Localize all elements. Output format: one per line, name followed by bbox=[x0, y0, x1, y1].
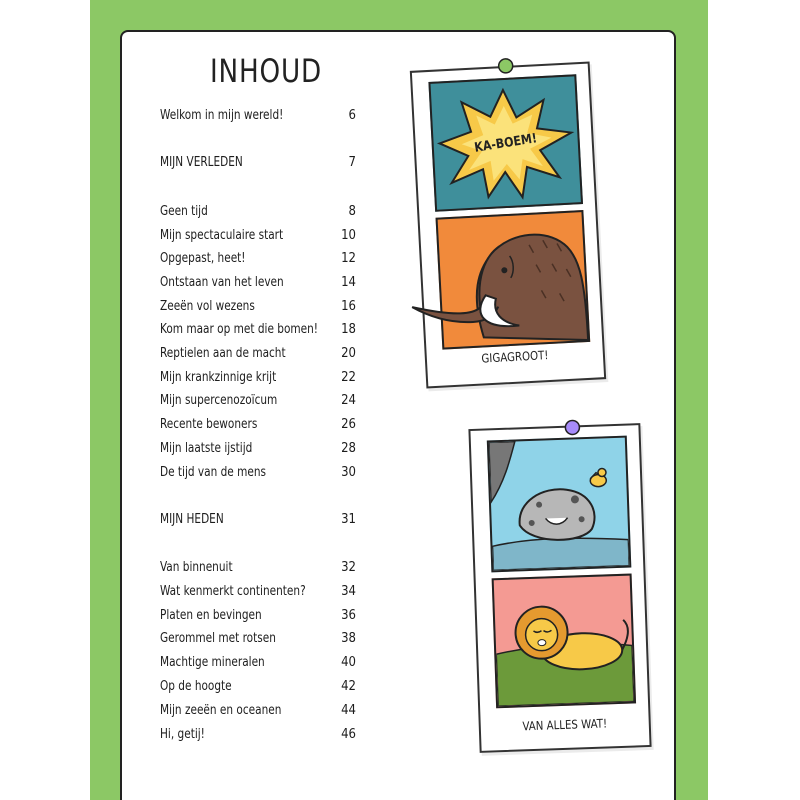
toc-entry-page: 34 bbox=[341, 583, 356, 599]
smiling-rock-illustration bbox=[489, 438, 629, 571]
toc-entry-label: De tijd van de mens bbox=[160, 464, 267, 480]
toc-entry[interactable] bbox=[160, 105, 356, 125]
explosion-panel bbox=[428, 74, 583, 212]
toc-entry[interactable] bbox=[160, 462, 356, 482]
toc-entry-label: Mijn spectaculaire start bbox=[160, 227, 284, 243]
lion-panel bbox=[492, 573, 636, 708]
toc-entry-label: Gerommel met rotsen bbox=[160, 630, 276, 646]
toc-entry-page: 20 bbox=[341, 345, 356, 361]
toc-entry-page: 36 bbox=[341, 607, 356, 623]
toc-entry-page: 10 bbox=[341, 227, 356, 243]
mammoth-illustration bbox=[438, 212, 589, 347]
toc-entry-page: 6 bbox=[348, 107, 356, 123]
toc-entry-label: MIJN HEDEN bbox=[160, 511, 224, 527]
toc-entry[interactable] bbox=[160, 414, 356, 434]
toc-entry-label: Mijn zeeën en oceanen bbox=[160, 702, 282, 718]
toc-entry-label: Kom maar op met die bomen! bbox=[160, 321, 319, 337]
toc-entry-page: 7 bbox=[348, 154, 356, 170]
toc-entry-page: 32 bbox=[341, 559, 356, 575]
toc-entry[interactable] bbox=[160, 319, 356, 339]
mammoth-panel bbox=[436, 210, 591, 350]
photo-caption: VAN ALLES WAT! bbox=[522, 716, 608, 734]
toc-entry[interactable] bbox=[160, 605, 356, 625]
toc-entry-label: Ontstaan van het leven bbox=[160, 274, 284, 290]
toc-entry[interactable] bbox=[160, 700, 356, 720]
sleeping-lion-illustration bbox=[494, 576, 634, 707]
toc-entry-page: 8 bbox=[348, 203, 356, 219]
toc-entry-label: Mijn laatste ijstijd bbox=[160, 440, 253, 456]
photo-strip-bottom bbox=[468, 423, 651, 753]
toc-entry-label: MIJN VERLEDEN bbox=[160, 154, 243, 170]
toc-entry-label: Platen en bevingen bbox=[160, 607, 262, 623]
toc-entry-label: Op de hoogte bbox=[160, 678, 232, 694]
toc-entry-page: 44 bbox=[341, 702, 356, 718]
toc-entry-page: 14 bbox=[341, 274, 356, 290]
toc-entry-label: Mijn supercenozoïcum bbox=[160, 392, 278, 408]
toc-entry[interactable] bbox=[160, 652, 356, 672]
toc-section-heading[interactable] bbox=[160, 152, 356, 172]
toc-entry-label: Recente bewoners bbox=[160, 416, 258, 432]
toc-entry-label: Zeeën vol wezens bbox=[160, 298, 255, 314]
toc-entry[interactable] bbox=[160, 438, 356, 458]
toc-entry-label: Reptielen aan de macht bbox=[160, 345, 286, 361]
toc-entry-label: Hi, getij! bbox=[160, 726, 205, 742]
photo-caption: GIGAGROOT! bbox=[481, 348, 549, 366]
toc-entry-page: 38 bbox=[341, 630, 356, 646]
toc-entry[interactable] bbox=[160, 367, 356, 387]
toc-entry-label: Van binnenuit bbox=[160, 559, 233, 575]
toc-entry[interactable] bbox=[160, 272, 356, 292]
toc-entry[interactable] bbox=[160, 581, 356, 601]
toc-entry-page: 24 bbox=[341, 392, 356, 408]
toc-entry-label: Welkom in mijn wereld! bbox=[160, 107, 284, 123]
photo-strip-top bbox=[410, 62, 606, 389]
toc-entry-label: Mijn krankzinnige krijt bbox=[160, 369, 277, 385]
toc-entry[interactable] bbox=[160, 343, 356, 363]
toc-entry-page: 28 bbox=[341, 440, 356, 456]
toc-entry[interactable] bbox=[160, 248, 356, 268]
toc-entry-label: Geen tijd bbox=[160, 203, 208, 219]
rock-panel bbox=[487, 436, 632, 573]
toc-entry[interactable] bbox=[160, 201, 356, 221]
pushpin-icon bbox=[562, 417, 583, 438]
toc-entry[interactable] bbox=[160, 296, 356, 316]
toc-entry-label: Machtige mineralen bbox=[160, 654, 265, 670]
toc-entry-label: Wat kenmerkt continenten? bbox=[160, 583, 306, 599]
toc-entry[interactable] bbox=[160, 724, 356, 744]
toc-entry-page: 30 bbox=[341, 464, 356, 480]
toc-section-heading[interactable] bbox=[160, 509, 356, 529]
toc-entry-label: Opgepast, heet! bbox=[160, 250, 246, 266]
toc-entry-page: 22 bbox=[341, 369, 356, 385]
toc-entry-page: 31 bbox=[341, 511, 356, 527]
pushpin-icon bbox=[495, 55, 516, 76]
toc-entry[interactable] bbox=[160, 557, 356, 577]
explosion-text: KA-BOEM! bbox=[473, 131, 539, 156]
page-title: INHOUD bbox=[210, 52, 323, 90]
toc-entry-page: 46 bbox=[341, 726, 356, 742]
toc-entry-page: 16 bbox=[341, 298, 356, 314]
toc-entry[interactable] bbox=[160, 390, 356, 410]
toc-entry-page: 26 bbox=[341, 416, 356, 432]
toc-entry[interactable] bbox=[160, 676, 356, 696]
toc-entry-page: 18 bbox=[341, 321, 356, 337]
toc-entry-page: 12 bbox=[341, 250, 356, 266]
toc-entry[interactable] bbox=[160, 628, 356, 648]
toc-entry-page: 42 bbox=[341, 678, 356, 694]
toc-entry[interactable] bbox=[160, 225, 356, 245]
toc-entry-page: 40 bbox=[341, 654, 356, 670]
